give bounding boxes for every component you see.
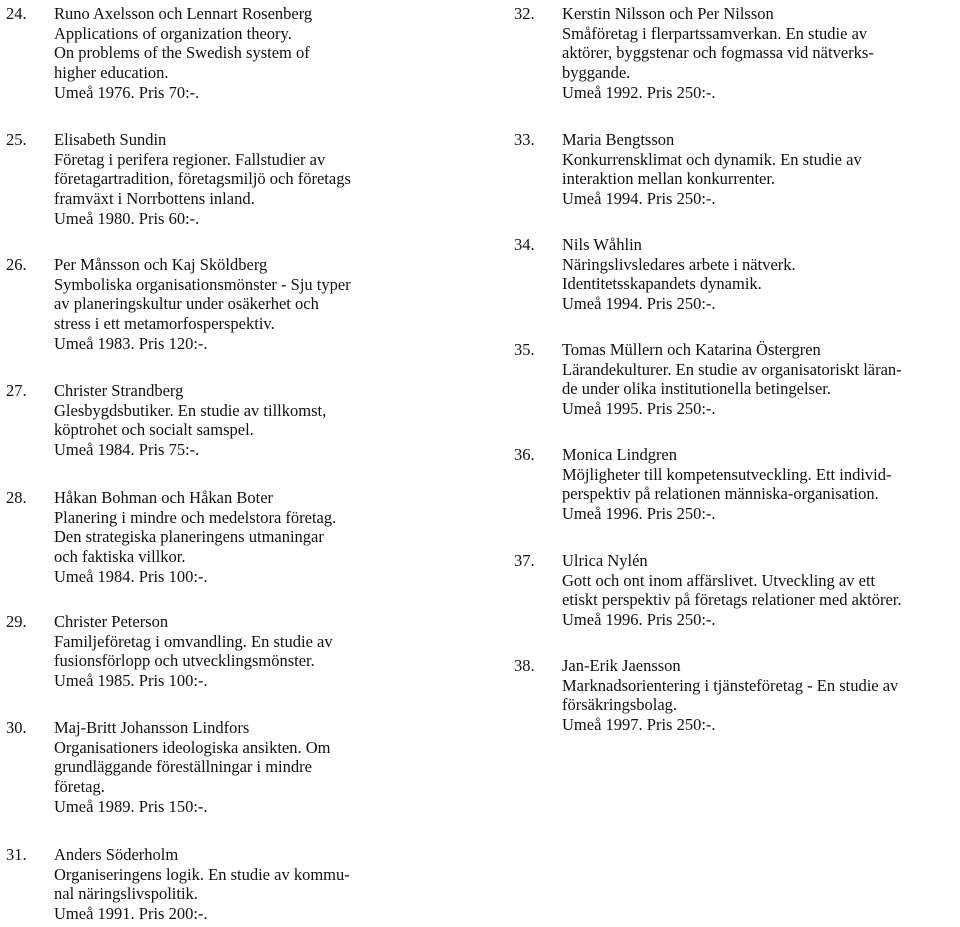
entry-title-line: Näringslivsledares arbete i nätverk. [562, 254, 796, 274]
entry-authors: Per Månsson och Kaj Sköldberg [54, 255, 268, 274]
entry-title-line: etiskt perspektiv på företags relationer med aktörer. [562, 590, 902, 610]
entry-authors: Elisabeth Sundin [54, 130, 167, 149]
entry-number: 25. [6, 130, 27, 149]
entry-title-line: Planering i mindre och medelstora företag. [54, 507, 337, 527]
entry-authors: Christer Peterson [54, 612, 169, 631]
entry-number: 36. [514, 445, 535, 464]
entry-title-line: higher education. [54, 63, 169, 83]
entry-title-line: stress i ett metamorfosperspektiv. [54, 314, 275, 334]
entry-title-line: Den strategiska planeringens utmaningar [54, 527, 324, 547]
entry-publication: Umeå 1996. Pris 250:-. [562, 610, 716, 630]
entry-title-line: Organisationers ideologiska ansikten. Om [54, 737, 331, 757]
entry-title-line: försäkringsbolag. [562, 695, 678, 715]
entry-publication: Umeå 1992. Pris 250:-. [562, 82, 716, 102]
entry-authors: Anders Söderholm [54, 845, 179, 864]
entry-authors: Ulrica Nylén [562, 551, 648, 570]
entry-number: 38. [514, 656, 535, 675]
entry-title-line: interaktion mellan konkurrenter. [562, 169, 776, 189]
entry-authors: Maj-Britt Johansson Lindfors [54, 718, 250, 737]
entry-number: 35. [514, 340, 535, 359]
entry-authors: Tomas Müllern och Katarina Östergren [562, 340, 821, 359]
entry-title-line: fusionsförlopp och utvecklingsmönster. [54, 651, 315, 671]
entry-number: 28. [6, 488, 27, 507]
entry-title-line: aktörer, byggstenar och fogmassa vid nätverks- [562, 43, 874, 63]
entry-number: 33. [514, 130, 535, 149]
entry-publication: Umeå 1991. Pris 200:-. [54, 904, 208, 924]
entry-number: 31. [6, 845, 27, 864]
entry-title-line: Gott och ont inom affärslivet. Utveckling av ett [562, 570, 876, 590]
entry-number: 30. [6, 718, 27, 737]
entry-number: 34. [514, 235, 535, 254]
entry-authors: Nils Wåhlin [562, 235, 642, 254]
entry-title-line: Konkurrensklimat och dynamik. En studie av [562, 149, 862, 169]
entry-authors: Kerstin Nilsson och Per Nilsson [562, 4, 774, 23]
entry-title-line: On problems of the Swedish system of [54, 43, 310, 63]
entry-number: 32. [514, 4, 535, 23]
entry-title-line: Organiseringens logik. En studie av kommu- [54, 864, 350, 884]
entry-title-line: Symboliska organisationsmönster - Sju typer [54, 274, 351, 294]
entry-publication: Umeå 1984. Pris 75:-. [54, 440, 200, 460]
entry-number: 26. [6, 255, 27, 274]
entry-title-line: Identitetsskapandets dynamik. [562, 274, 762, 294]
entry-title-line: Lärandekulturer. En studie av organisatoriskt läran- [562, 359, 902, 379]
entry-publication: Umeå 1994. Pris 250:-. [562, 189, 716, 209]
entry-authors: Håkan Bohman och Håkan Boter [54, 488, 274, 507]
entry-number: 27. [6, 381, 27, 400]
entry-title-line: företag. [54, 777, 105, 797]
entry-title-line: och faktiska villkor. [54, 547, 186, 567]
entry-title-line: de under olika institutionella betingelser. [562, 379, 831, 399]
entry-number: 37. [514, 551, 535, 570]
entry-title-line: köptrohet och socialt samspel. [54, 420, 254, 440]
entry-publication: Umeå 1997. Pris 250:-. [562, 715, 716, 735]
entry-title-line: perspektiv på relationen människa-organisation. [562, 484, 879, 504]
entry-authors: Maria Bengtsson [562, 130, 675, 149]
entry-publication: Umeå 1996. Pris 250:-. [562, 504, 716, 524]
entry-publication: Umeå 1995. Pris 250:-. [562, 399, 716, 419]
entry-title-line: av planeringskultur under osäkerhet och [54, 294, 319, 314]
entry-publication: Umeå 1984. Pris 100:-. [54, 566, 208, 586]
entry-title-line: nal näringslivspolitik. [54, 884, 198, 904]
entry-title-line: Företag i perifera regioner. Fallstudier av [54, 149, 326, 169]
entry-title-line: byggande. [562, 63, 631, 83]
entry-title-line: Applications of organization theory. [54, 23, 292, 43]
entry-publication: Umeå 1976. Pris 70:-. [54, 82, 200, 102]
entry-title-line: Småföretag i flerpartssamverkan. En studie av [562, 23, 868, 43]
entry-title-line: framväxt i Norrbottens inland. [54, 189, 255, 209]
entry-title-line: Möjligheter till kompetensutveckling. Ett individ- [562, 464, 892, 484]
entry-title-line: Familjeföretag i omvandling. En studie av [54, 631, 333, 651]
entry-number: 29. [6, 612, 27, 631]
entry-title-line: företagartradition, företagsmiljö och företags [54, 169, 351, 189]
entry-publication: Umeå 1985. Pris 100:-. [54, 671, 208, 691]
entry-publication: Umeå 1983. Pris 120:-. [54, 333, 208, 353]
entry-authors: Monica Lindgren [562, 445, 678, 464]
entry-authors: Jan-Erik Jaensson [562, 656, 681, 675]
entry-authors: Christer Strandberg [54, 381, 184, 400]
entry-title-line: Glesbygdsbutiker. En studie av tillkomst, [54, 400, 327, 420]
entry-number: 24. [6, 4, 27, 23]
entry-title-line: Marknadsorientering i tjänsteföretag - En studie av [562, 675, 899, 695]
entry-publication: Umeå 1980. Pris 60:-. [54, 208, 200, 228]
entry-authors: Runo Axelsson och Lennart Rosenberg [54, 4, 313, 23]
entry-title-line: grundläggande föreställningar i mindre [54, 757, 312, 777]
entry-publication: Umeå 1989. Pris 150:-. [54, 796, 208, 816]
entry-publication: Umeå 1994. Pris 250:-. [562, 294, 716, 314]
